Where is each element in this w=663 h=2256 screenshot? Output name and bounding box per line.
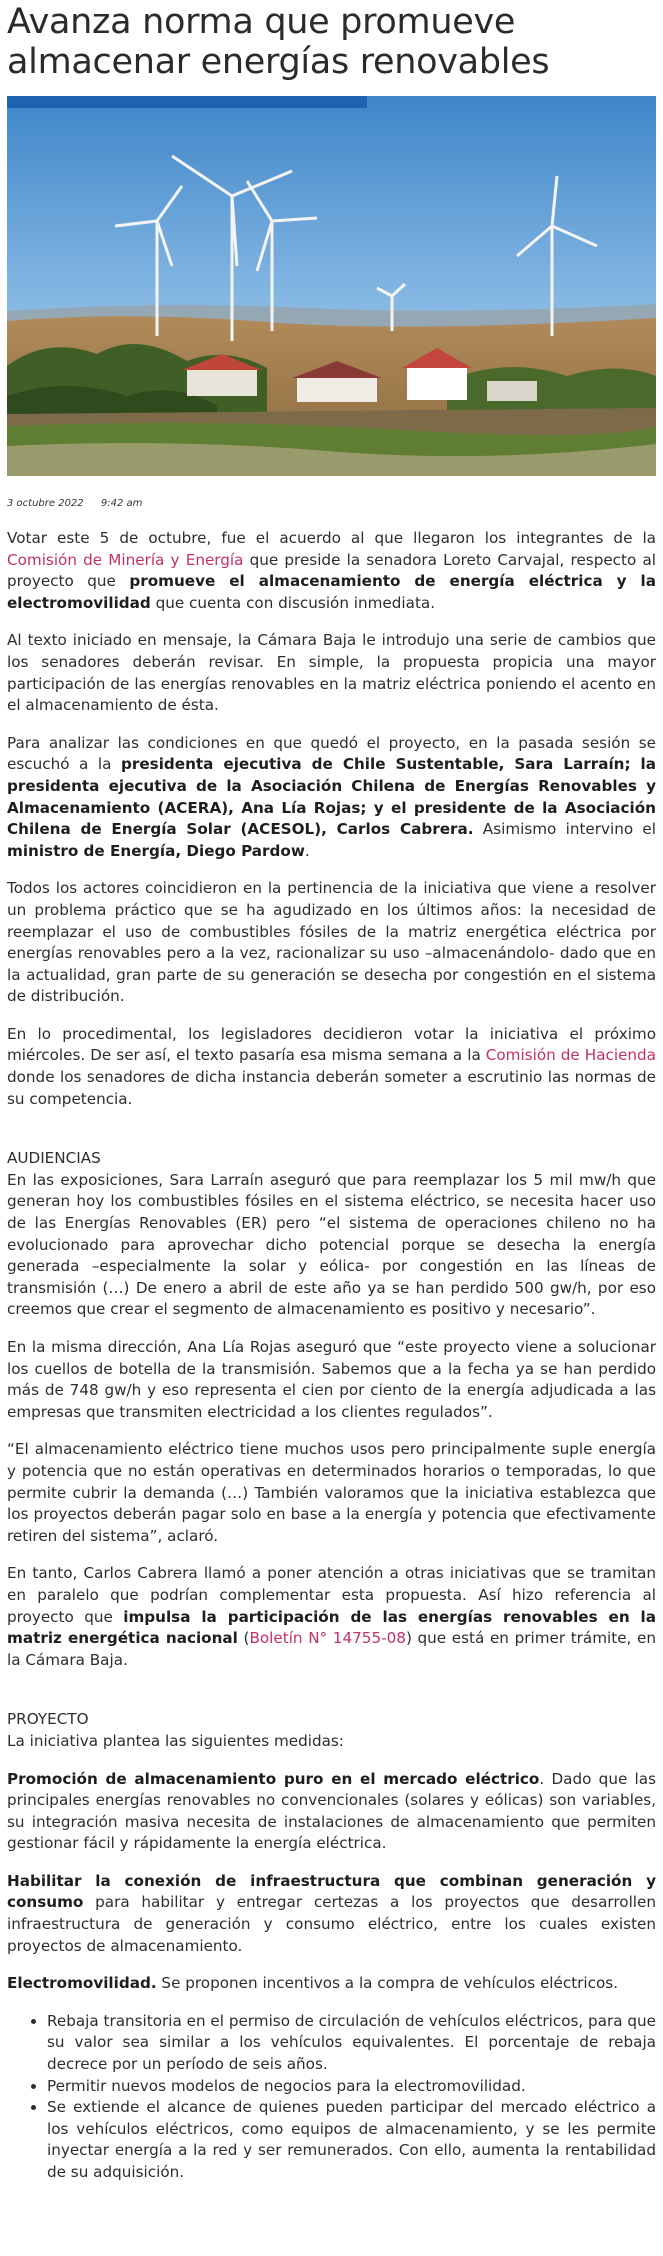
text: . [304, 841, 310, 860]
accent-bar [7, 96, 367, 108]
text: . Dado que las principales energías renovables no convencionales (solares y eólicas) son variables, su integración masiva necesita de instalaciones de almacenamiento que permiten gestionar fácil y rápidamente la energía eléctrica. [7, 1769, 656, 1853]
link-boletin[interactable]: Boletín N° 14755-08 [249, 1629, 406, 1648]
bold-text: Promoción de almacenamiento puro en el mercado eléctrico [7, 1769, 540, 1788]
link-comision-hacienda[interactable]: Comisión de Hacienda [485, 1046, 656, 1065]
paragraph [7, 1871, 656, 1957]
section-heading-audiencias: AUDIENCIAS [7, 1149, 101, 1168]
bold-text: Habilitar la conexión de infraestructura que combinan generación y consumo [7, 1871, 656, 1912]
paragraph [7, 733, 656, 863]
wind-farm-image [7, 96, 656, 476]
text: para habilitar y entregar certezas a los proyectos que desarrollen infraestructura de generación y consumo eléctrico, entre los cuales existen proyectos de almacenamiento. [7, 1893, 656, 1955]
bold-text: ministro de Energía, Diego Pardow [7, 841, 305, 860]
text: ) que está en primer trámite, en la Cámara Baja. [7, 1629, 656, 1669]
paragraph: En la misma dirección, Ana Lía Rojas aseguró que “este proyecto viene a solucionar los cuellos de botella de la transmisión. Sabemos que a la fecha ya se han perdido más de 748 gw/h y eso representa el cien por ciento de la energía adjudicada a las empresas que transmiten electricidad a los clientes regulados”. [7, 1338, 656, 1421]
bold-text: promueve el almacenamiento de energía eléctrica y la electromovilidad [7, 572, 656, 612]
paragraph: La iniciativa plantea las siguientes medidas: [7, 1731, 344, 1750]
post-date: 3 octubre 2022 [7, 498, 84, 509]
paragraph: En las exposiciones, Sara Larraín aseguró que para reemplazar los 5 mil mw/h que generan hoy los combustibles fósiles en el sistema eléctrico, se necesita hacer uso de las Energías Renovables (ER) pero “el sistema de operaciones chileno no ha evolucionado para aprovechar dicho potencial porque se desecha la energía generada –especialmente la solar y eólica- por congestión en las líneas de transmisión (…) De enero a abril de este año ya se han perdido 500 gw/h, por eso creemos que crear el segmento de almacenamiento es positivo y necesario”. [7, 1170, 656, 1319]
text: En tanto, Carlos Cabrera llamó a poner atención a otras iniciativas que se tramitan en paralelo que podrían complementar esta propuesta. Así hizo referencia al proyecto que [7, 1564, 656, 1626]
text: donde los senadores de dicha instancia deberán someter a escrutinio las normas de su competencia. [7, 1068, 656, 1108]
list-item: • Permitir nuevos modelos de negocios para la electromovilidad. [47, 2076, 656, 2098]
paragraph [7, 1769, 656, 1855]
paragraph: “El almacenamiento eléctrico tiene muchos usos pero principalmente suple energía y potencia que no están operativas en determinados horarios o temporadas, lo que permite cubrir la demanda (…) También valoramos que la iniciativa establezca que los proyectos deberán pagar solo en base a la energía y potencia que efectivamente retiren del sistema”, aclaró. [7, 1440, 656, 1545]
text: Para analizar las condiciones en que quedó el proyecto, en la pasada sesión se escuchó a la [7, 733, 656, 774]
text: que preside la senadora Loreto Carvajal, respecto al proyecto que [7, 550, 656, 591]
post-meta [7, 498, 656, 512]
list-item: • Se extiende el alcance de quienes pueden participar del mercado eléctrico a los vehículos eléctricos, como equipos de almacenamiento, y se les permite inyectar energía a la red y ser remunerados. Con ello, aumenta la rentabilidad de su adquisición. [47, 2097, 656, 2183]
measures-list [7, 2011, 656, 2184]
text: En lo procedimental, los legisladores decidieron votar la iniciativa el próximo miércoles. De ser así, el texto pasaría esa misma semana a la [7, 1024, 656, 1065]
text: Se proponen incentivos a la compra de vehículos eléctricos. [156, 1974, 619, 1993]
text: Votar este 5 de octubre, fue el acuerdo al que llegaron los integrantes de la [7, 529, 656, 547]
paragraph: Al texto iniciado en mensaje, la Cámara Baja le introdujo una serie de cambios que los senadores deberán revisar. En simple, la propuesta propicia una mayor participación de las energías renovables en la matriz eléctrica poniendo el acento en el almacenamiento de ésta. [7, 631, 656, 715]
section-heading-proyecto: PROYECTO [7, 1710, 89, 1729]
text: Asimismo intervino el [473, 820, 656, 839]
bold-text: presidenta ejecutiva de Chile Sustentable, Sara Larraín; la presidenta ejecutiva de la Asociación Chilena de Energías Renovables y Almacenamiento (ACERA), Ana Lía Rojas; y el presidente de la Asociación Chilena de Energía Solar (ACESOL), Carlos Cabrera. [7, 755, 657, 839]
paragraph [7, 528, 656, 614]
bold-text: impulsa la participación de las energías renovables en la matriz energética nacional [7, 1607, 656, 1648]
text: que cuenta con discusión inmediata. [150, 593, 436, 612]
list-item: • Rebaja transitoria en el permiso de circulación de vehículos eléctricos, para que su valor sea similar a los vehículos equivalentes. El porcentaje de rebaja decrece por un período de seis años. [47, 2011, 656, 2076]
page-title: Avanza norma que promueve almacenar energías renovables [7, 2, 550, 82]
paragraph [7, 1973, 656, 1995]
link-comision-mineria[interactable]: Comisión de Minería y Energía [7, 550, 244, 569]
paragraph: Todos los actores coincidieron en la pertinencia de la iniciativa que viene a resolver un problema práctico que se ha agudizado en los últimos años: la necesidad de reemplazar el uso de combustibles fósiles de la matriz energética eléctrica por energías renovables pero a la vez, racionalizar su uso –almacenándolo- dado que en la actualidad, gran parte de su generación se desecha por congestión en el sistema de distribución. [7, 879, 656, 1006]
text: ( [237, 1629, 250, 1648]
post-time: 9:42 am [100, 498, 143, 509]
hero-image [7, 96, 656, 476]
paragraph [7, 1563, 656, 1671]
article-body [7, 528, 656, 2184]
bold-text: Electromovilidad. [7, 1974, 157, 1993]
paragraph [7, 1024, 656, 1110]
